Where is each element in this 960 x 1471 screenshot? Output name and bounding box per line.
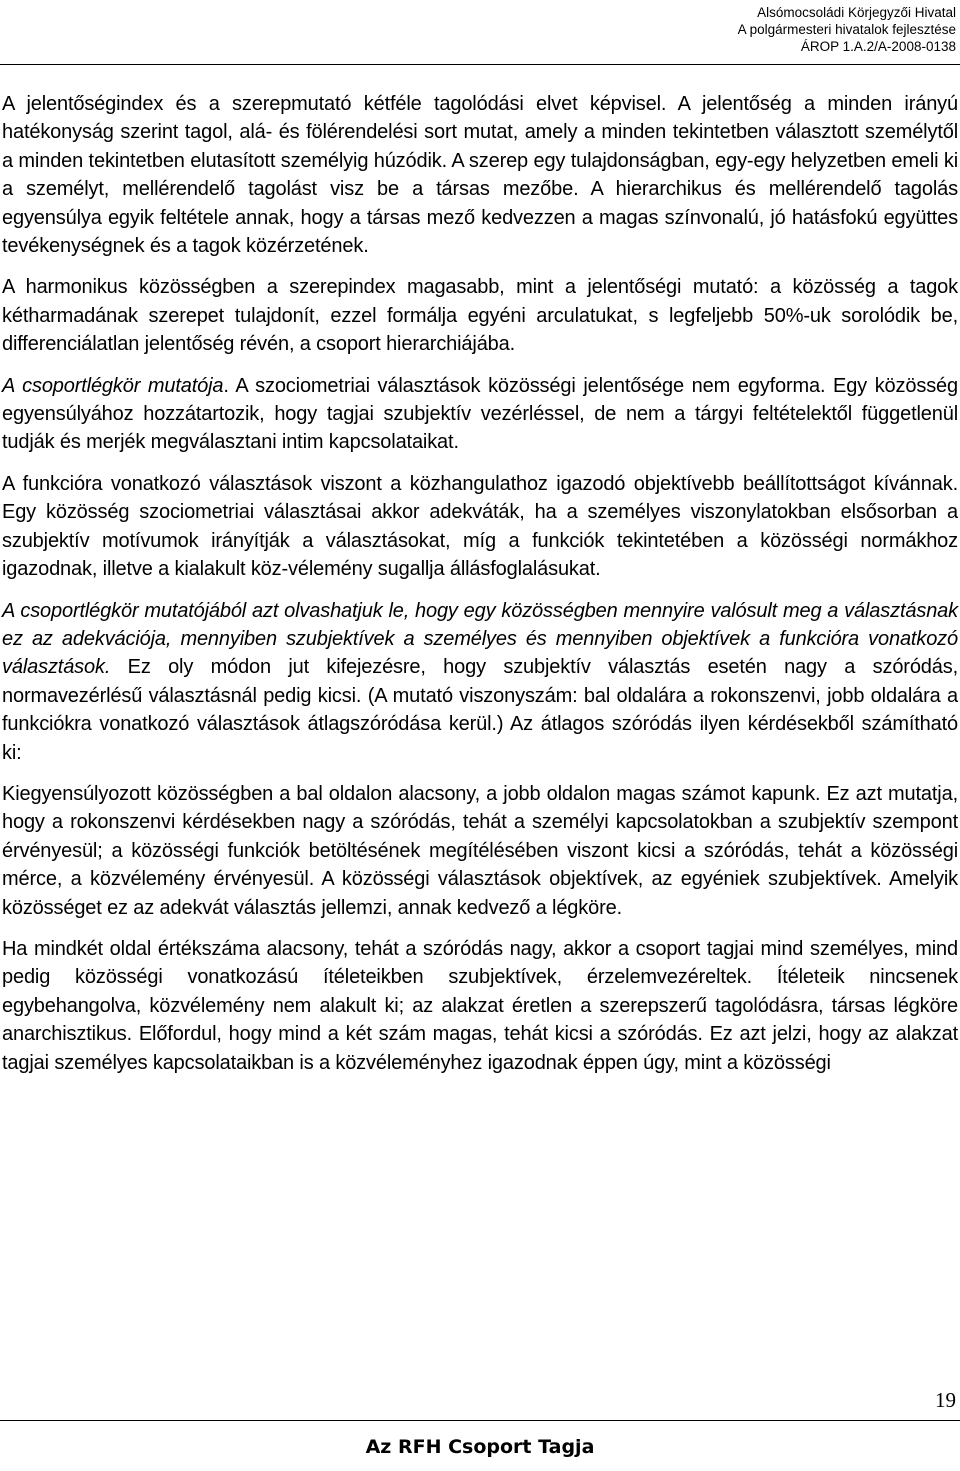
paragraph-5-text: Ez oly módon jut kifejezésre, hogy szubjektív választás esetén nagy a szóródás, normavezérlésű választásnál pedig kicsi. (A mutató viszonyszám: bal oldalára a rokonszenvi, jobb oldalára a funkciókra vonatkozó választások átlagszóródása kerül.) Az átlagos szóródás ilyen kérdésekből számítható ki: [2,656,958,764]
paragraph-3-text: . A szociometriai választások közösségi jelentősége nem egyforma. Egy közösség egyensúlyához hozzátartozik, hogy tagjai szubjektív vezérléssel, de nem a tárgyi feltételektől függetlenül tudják és merjék megválasztani intim kapcsolataikat. [2,374,958,454]
header-divider [0,64,960,65]
page-header [738,4,956,55]
page-footer: Az RFH Csoport Tagja [365,1436,595,1458]
paragraph-3 [2,372,958,457]
paragraph-6: Kiegyensúlyozott közösségben a bal oldalon alacsony, a jobb oldalon magas számot kapunk. Ez azt mutatja, hogy a rokonszenvi kérdésekben nagy a szóródás, tehát a személyi kapcsolatokban a szubjektív szempont érvényesül; a közösségi funkciók betöltésének megítélésében viszont kicsi a szóródás, tehát a közösségi mérce, a közvélemény érvényesül. A közösségi választások objektívek, az egyéniek szubjektívek. Amelyik közösséget ez az adekvát választás jellemzi, annak kedvező a légköre. [2,782,958,919]
paragraph-2: A harmonikus közösségben a szerepindex magasabb, mint a jelentőségi mutató: a közösség a tagok kétharmadának szerepet tulajdonít, ezzel formálja egyéni arculatukat, s legfeljebb 50%-uk sorolódik be, differenciálatlan jelentőség révén, a csoport hierarchiájába. [2,276,958,356]
footer-divider [0,1420,960,1421]
paragraph-7: Ha mindkét oldal értékszáma alacsony, tehát a szóródás nagy, akkor a csoport tagjai mind személyes, mind pedig közösségi vonatkozású ítéleteikben szubjektívek, érzelemvezéreltek. Ítéleteik nincsenek egybehangolva, közvélemény nem alakult ki; az alakzat éretlen a szerepszerű tagolódásra, társas légköre anarchisztikus. Előfordul, hogy mind a két szám magas, tehát kicsi a szóródás. Ez azt jelzi, hogy az alakzat tagjai személyes kapcsolataikban is a közvéleményhez igazodnak éppen úgy, mint a közösségi [2,937,958,1074]
paragraph-5-italic-text: A csoportlégkör mutatójából azt olvashatjuk le, hogy egy közösségben mennyire valósult meg a választásnak ez az adekvációja, mennyiben szubjektívek a személyes és mennyiben objektívek a funkcióra vonatkozó választások. [2,599,958,679]
paragraph-5 [2,597,958,767]
paragraph-1: A jelentőségindex és a szerepmutató kétféle tagolódási elvet képvisel. A jelentőség a minden irányú hatékonyság szerint tagol, alá- és fölérendelési sort mutat, amely a minden tekintetben választott személytől a minden tekintetben elutasított személyig húzódik. A szerep egy tulajdonságban, egy-egy helyzetben emeli ki a személyt, mellérendelő tagolást visz be a társas mezőbe. A hierarchikus és mellérendelő tagolás egyensúlya egyik feltétele annak, hogy a társas mező kedvezzen a magas színvonalú, jó hatásfokú együttes tevékenységnek és a tagok közérzetének. [2,93,958,258]
header-office-name: Alsómocsoládi Körjegyzői Hivatal [757,5,956,20]
page-number: 19 [935,1388,956,1412]
header-project-title: A polgármesteri hivatalok fejlesztése [737,22,956,37]
paragraph-3-italic-term: A csoportlégkör mutatója [2,374,224,397]
paragraph-4: A funkcióra vonatkozó választások viszont a közhangulathoz igazodó objektívebb beállítottságot kívánnak. Egy közösség szociometriai választásai akkor adekváták, ha a személyes viszonylatokban elsősorban a szubjektív motívumok irányítják a választásokat, míg a funkciók tekintetében a közösségi normákhoz igazodnak, illetve a kialakult köz-vélemény sugallja állásfoglalásukat. [2,472,958,581]
header-project-code: ÁROP 1.A.2/A-2008-0138 [800,39,956,54]
document-body [2,90,958,1090]
